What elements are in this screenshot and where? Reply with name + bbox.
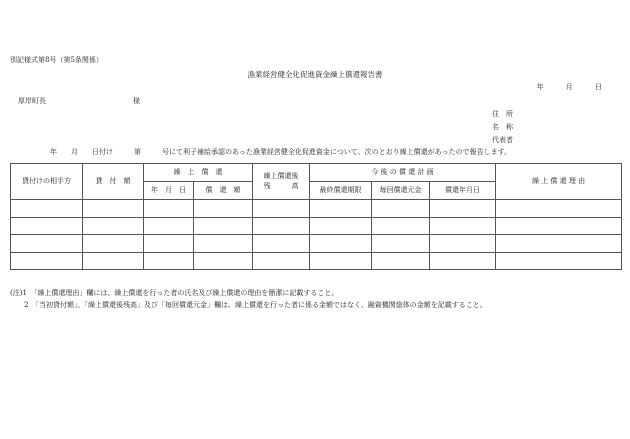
- header-balance-line1: 繰上償還後: [263, 171, 299, 180]
- table-cell[interactable]: [372, 235, 430, 253]
- table-cell[interactable]: [144, 200, 194, 218]
- table-row: [11, 252, 622, 270]
- note-2: 2 「当初貸付額」、「繰上償還後残高」及び「毎回償還元金」欄は、繰上償還を行った者に係る金額ではなく、融資機関総体の金額を記載すること。: [10, 301, 487, 309]
- table-cell[interactable]: [253, 235, 310, 253]
- table-cell[interactable]: [253, 200, 310, 218]
- date-month: 月: [565, 83, 573, 91]
- report-date: [537, 84, 602, 91]
- prepayment-table: [10, 163, 622, 270]
- table-cell[interactable]: [253, 252, 310, 270]
- note-1: (注)1 「繰上償還理由」欄には、繰上償還を行った者の氏名及び繰上償還の理由を簡潔に記載すること。: [10, 289, 339, 297]
- table-cell[interactable]: [144, 252, 194, 270]
- header-future-plan: 今 後 の 償 還 計 画: [310, 164, 496, 182]
- table-cell[interactable]: [144, 217, 194, 235]
- table-cell[interactable]: [310, 217, 372, 235]
- applicant-address-label: 住 所: [492, 110, 513, 118]
- addressee-honorific: 様: [133, 97, 140, 105]
- table-row: [11, 200, 622, 218]
- table-cell[interactable]: [430, 252, 496, 270]
- table-cell[interactable]: [253, 217, 310, 235]
- table-row: [11, 217, 622, 235]
- document-title: 漁業経営健全化促進資金繰上償還報告書: [247, 70, 383, 79]
- applicant-name-label: 名 称: [492, 123, 513, 131]
- header-prepayment-date: 年 月 日: [144, 182, 194, 200]
- table-cell[interactable]: [83, 200, 144, 218]
- table-cell[interactable]: [11, 235, 83, 253]
- date-year: 年: [536, 83, 544, 91]
- table-cell[interactable]: [194, 252, 253, 270]
- header-reason: 繰 上 償 還 理 由: [496, 164, 622, 200]
- table-cell[interactable]: [496, 217, 622, 235]
- table-cell[interactable]: [430, 200, 496, 218]
- table-cell[interactable]: [372, 200, 430, 218]
- table-cell[interactable]: [372, 217, 430, 235]
- table-cell[interactable]: [496, 235, 622, 253]
- header-repayment-amount: 償 還 額: [194, 182, 253, 200]
- header-balance-line2: 残 高: [263, 182, 299, 190]
- header-final-term: 最終償還期限: [310, 182, 372, 200]
- date-day: 日: [595, 83, 602, 91]
- table-cell[interactable]: [11, 217, 83, 235]
- table-cell[interactable]: [430, 217, 496, 235]
- table-cell[interactable]: [83, 252, 144, 270]
- table-cell[interactable]: [310, 252, 372, 270]
- header-borrower: 貸付けの相手方: [11, 164, 83, 200]
- header-installment: 毎回償還元金: [372, 182, 430, 200]
- header-prepayment: 繰 上 償 還: [144, 164, 253, 182]
- table-cell[interactable]: [496, 200, 622, 218]
- table-cell[interactable]: [83, 217, 144, 235]
- table-cell[interactable]: [194, 200, 253, 218]
- table-cell[interactable]: [496, 252, 622, 270]
- header-balance-after: [253, 164, 310, 200]
- header-loan-amount: 貸 付 額: [83, 164, 144, 200]
- table-cell[interactable]: [310, 235, 372, 253]
- applicant-representative-label: 代表者: [492, 136, 513, 144]
- table-cell[interactable]: [372, 252, 430, 270]
- table-cell[interactable]: [11, 200, 83, 218]
- form-label: 別記様式第8号（第5条関係）: [10, 56, 103, 64]
- table-cell[interactable]: [430, 235, 496, 253]
- table-cell[interactable]: [144, 235, 194, 253]
- report-body-text: 年 月 日付け 第 号にて利子補給承認のあった漁業経営健全化促進資金について、次のとおり繰上償還があったので報告します。: [50, 148, 512, 156]
- table-cell[interactable]: [194, 217, 253, 235]
- table-cell[interactable]: [11, 252, 83, 270]
- table-cell[interactable]: [194, 235, 253, 253]
- addressee-name: 厚岸町長: [18, 97, 46, 105]
- table-cell[interactable]: [83, 235, 144, 253]
- header-repayment-date: 償還年月日: [430, 182, 496, 200]
- table-cell[interactable]: [310, 200, 372, 218]
- table-row: [11, 235, 622, 253]
